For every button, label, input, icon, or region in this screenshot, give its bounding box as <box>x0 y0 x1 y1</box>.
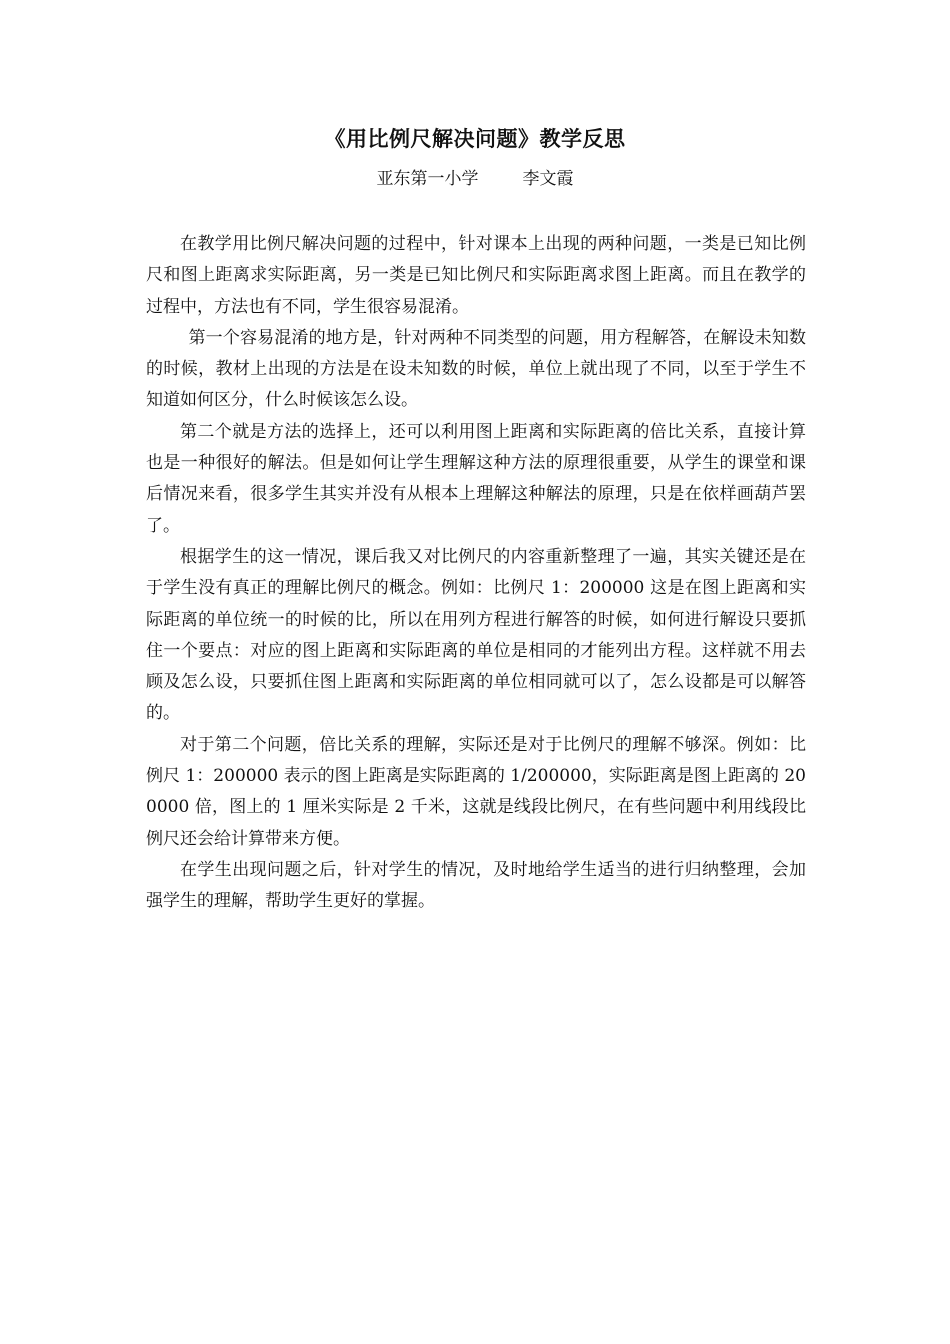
document-body <box>146 229 806 918</box>
byline <box>0 166 950 192</box>
document-title: 《用比例尺解决问题》教学反思 <box>324 126 626 151</box>
paragraph-3: 第二个就是方法的选择上，还可以利用图上距离和实际距离的倍比关系，直接计算也是一种很好的解法。但是如何让学生理解这种方法的原理很重要，从学生的课堂和课后情况来看，很多学生其实并没有从根本上理解这种解法的原理，只是在依样画葫芦罢了。 <box>146 421 806 536</box>
paragraph-1: 在教学用比例尺解决问题的过程中，针对课本上出现的两种问题，一类是已知比例尺和图上距离求实际距离，另一类是已知比例尺和实际距离求图上距离。而且在教学的过程中，方法也有不同，学生很容易混淆。 <box>146 234 806 317</box>
author-name: 李文霞 <box>522 169 574 189</box>
school-name: 亚东第一小学 <box>376 169 479 189</box>
paragraph-4: 根据学生的这一情况，课后我又对比例尺的内容重新整理了一遍，其实关键还是在于学生没有真正的理解比例尺的概念。例如：比例尺 1：200000 这是在图上距离和实际距离的单位统一的时候的比，所以在用列方程进行解答的时候，如何进行解设只要抓住一个要点：对应的图上距离和实际距离的单位是相同的才能列出方程。这样就不用去顾及怎么设，只要抓住图上距离和实际距离的单位相同就可以了，怎么设都是可以解答的。 <box>146 546 806 724</box>
paragraph-5: 对于第二个问题，倍比关系的理解，实际还是对于比例尺的理解不够深。例如：比例尺 1：200000 表示的图上距离是实际距离的 1/200000，实际距离是图上距离的 200000 倍，图上的 1 厘米实际是 2 千米，这就是线段比例尺，在有些问题中利用线段比例尺还会给计算带来方便。 <box>146 734 806 849</box>
paragraph-6: 在学生出现问题之后，针对学生的情况，及时地给学生适当的进行归纳整理，会加强学生的理解，帮助学生更好的掌握。 <box>146 859 806 912</box>
paragraph-2: 第一个容易混淆的地方是，针对两种不同类型的问题，用方程解答，在解设未知数的时候，教材上出现的方法是在设未知数的时候，单位上就出现了不同，以至于学生不知道如何区分，什么时候该怎么设。 <box>146 327 806 411</box>
